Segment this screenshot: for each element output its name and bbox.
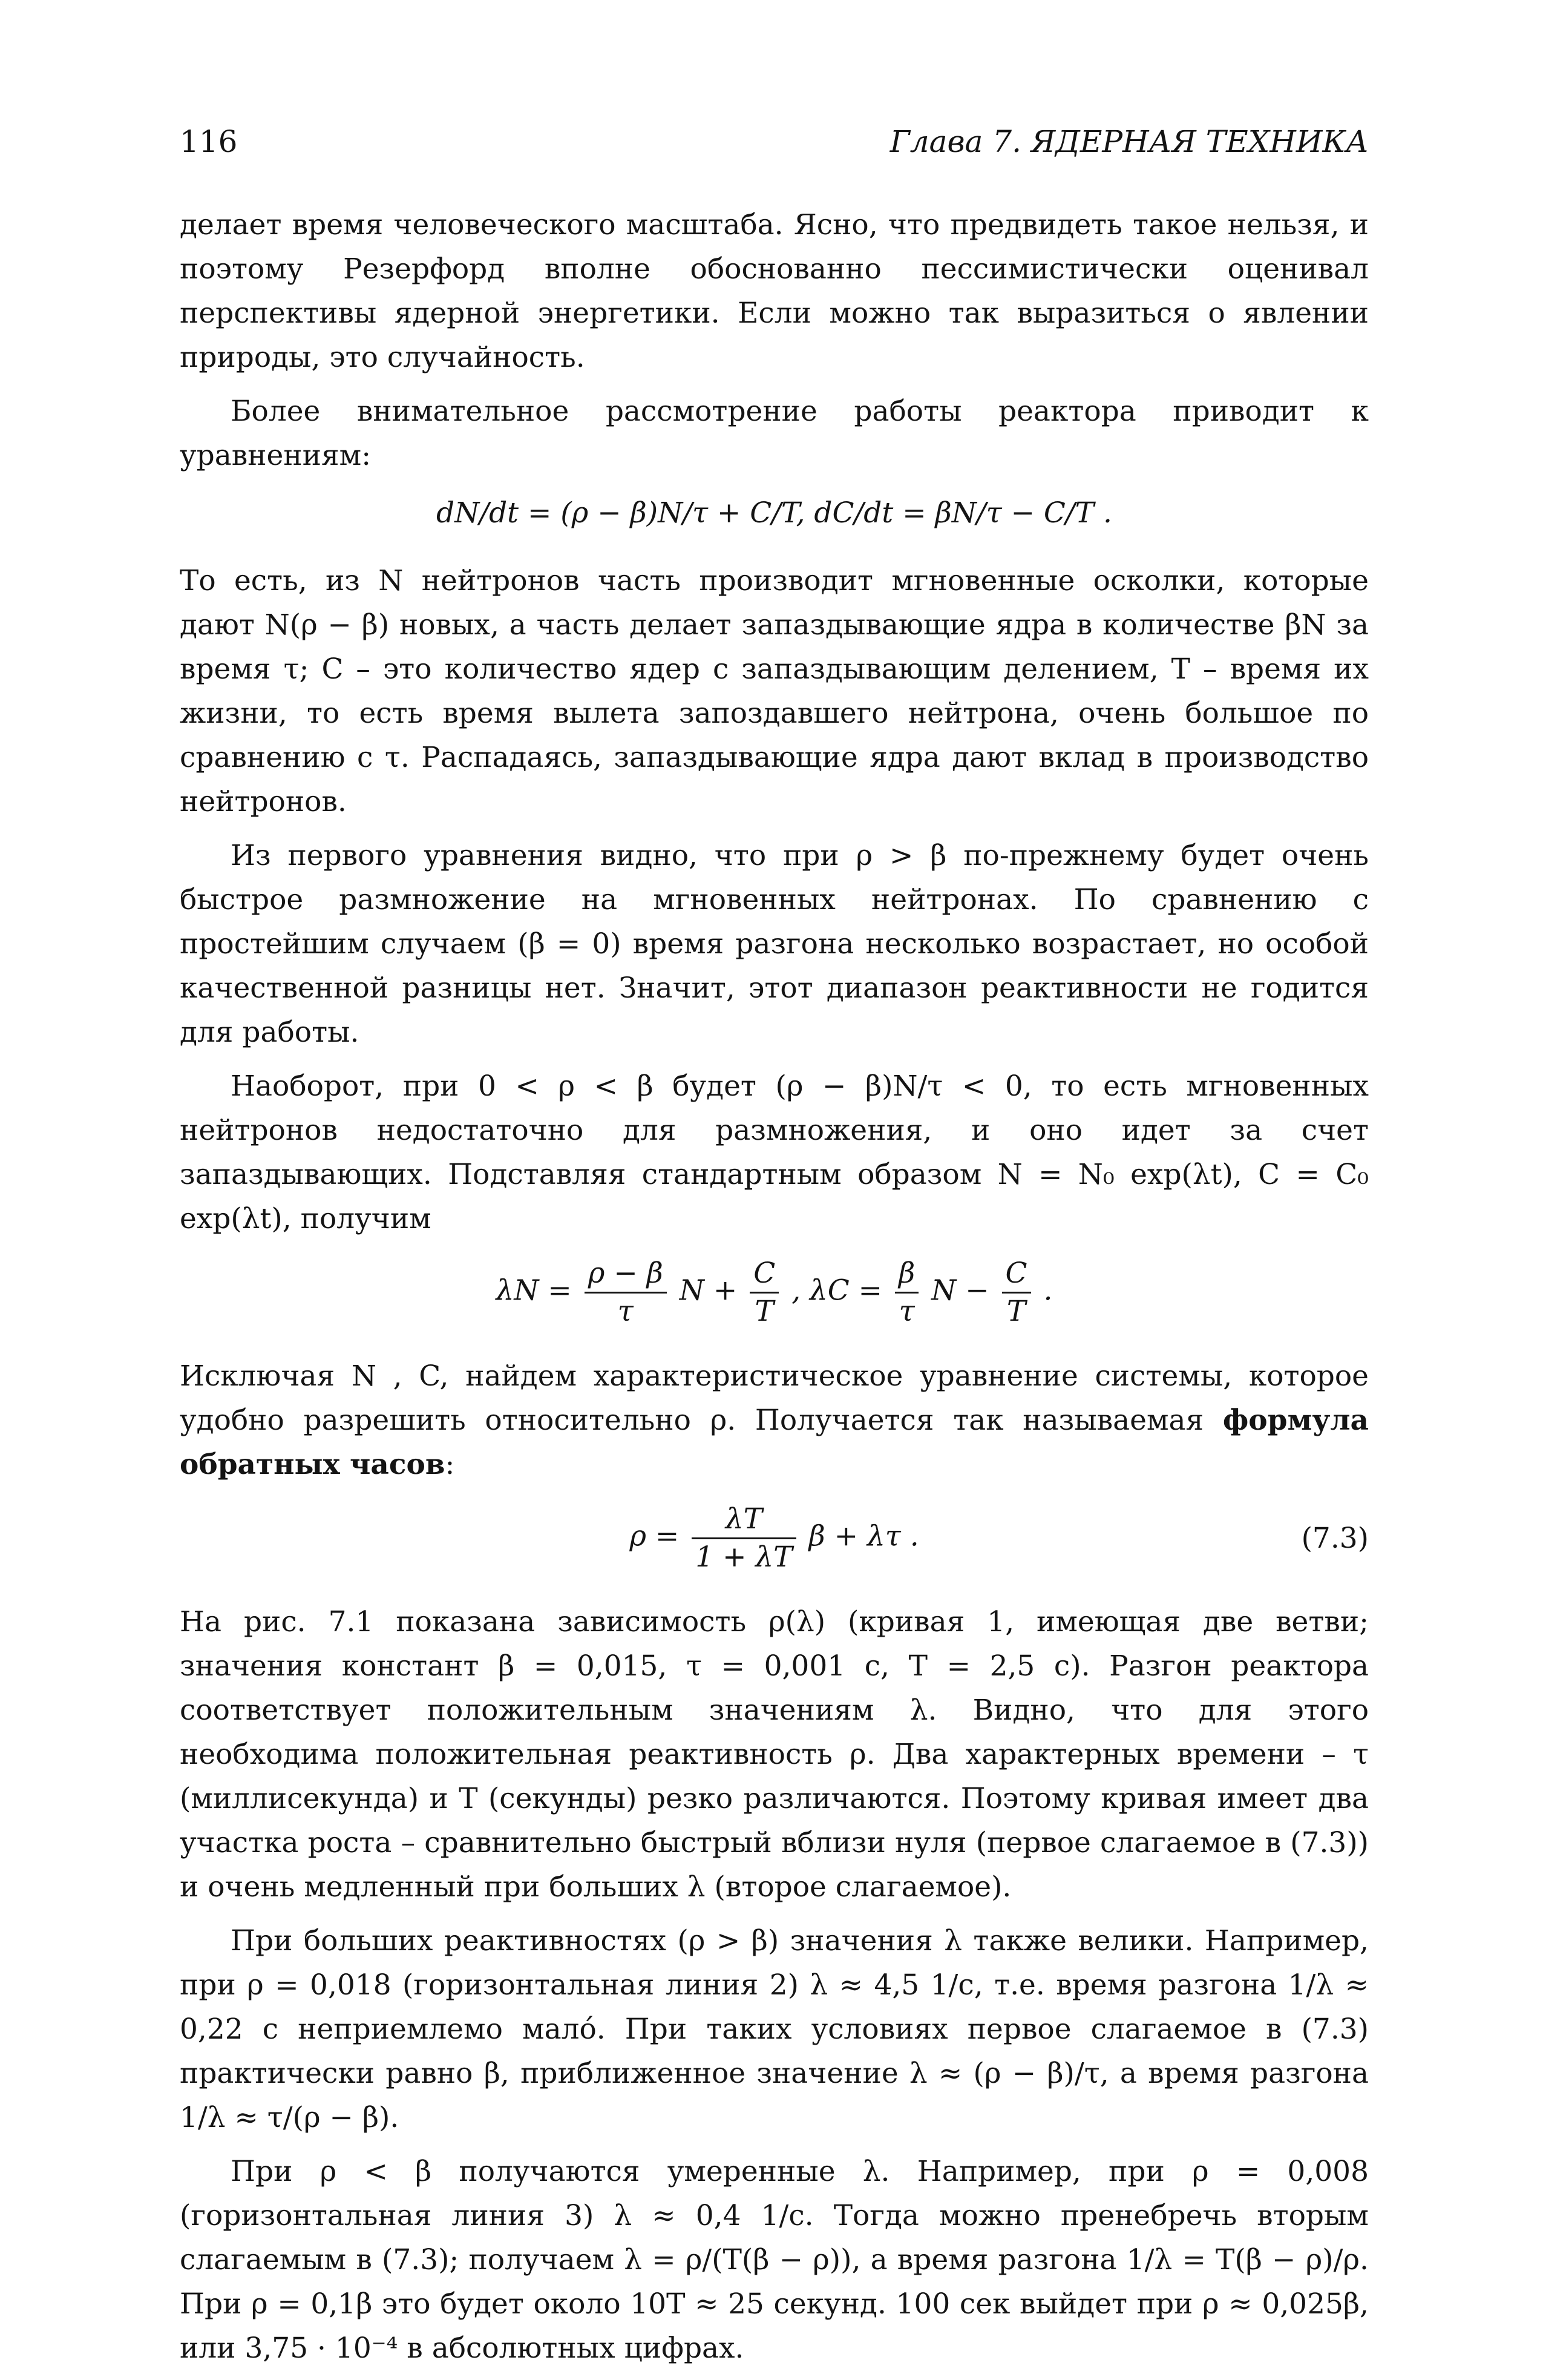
eq3-lhs: ρ = [629, 1519, 680, 1553]
eq2-end: . [1043, 1274, 1053, 1307]
eq2-f2-denominator: T [755, 1295, 774, 1328]
eq2-f1-numerator: ρ − β [585, 1255, 667, 1294]
eq2-mid-1: N + [679, 1274, 738, 1307]
running-title: Глава 7. ЯДЕРНАЯ ТЕХНИКА [889, 124, 1369, 159]
paragraph-2: Более внимательное рассмотрение работы реактора приводит к уравнениям: [180, 395, 1369, 472]
equation-number: (7.3) [1301, 1521, 1369, 1555]
eq2-f3-numerator: β [895, 1255, 919, 1294]
inverse-hour-formula-term: формула обратных часов [180, 1404, 1369, 1481]
eq2-separator: , λC = [791, 1274, 883, 1307]
page-header [180, 124, 1369, 166]
eq2-fraction-2 [750, 1255, 779, 1330]
paragraph-8: При больших реактивностях (ρ > β) значения λ также велики. Например, при ρ = 0,018 (горизонтальная линия 2) λ ≈ 4,5 1/с, т.е. время разгона 1/λ ≈ 0,22 с неприемлемо мало́. При таких условиях первое слагаемое в (7.3) практически равно β, приближенное значение λ ≈ (ρ − β)/τ, а время разгона 1/λ ≈ τ/(ρ − β). [180, 1924, 1369, 2134]
paragraph-7: На рис. 7.1 показана зависимость ρ(λ) (кривая 1, имеющая две ветви; значения констант β = 0,015, τ = 0,001 с, T = 2,5 с). Разгон реактора соответствует положительным значениям λ. Видно, что для этого необходима положительная реактивность ρ. Два характерных времени – τ (миллисекунда) и T (секунды) резко различаются. Поэтому кривая имеет два участка роста – сравнительно быстрый вблизи нуля (первое слагаемое в (7.3)) и очень медленный при больших λ (второе слагаемое). [180, 1605, 1369, 1904]
paragraph-4: Из первого уравнения видно, что при ρ > β по-прежнему будет очень быстрое размножение на мгновенных нейтронах. По сравнению с простейшим случаем (β = 0) время разгона несколько возрастает, но особой качественной разницы нет. Значит, этот диапазон реактивности не годится для работы. [180, 839, 1369, 1049]
eq2-fraction-3 [895, 1255, 919, 1330]
paragraph-6-start: Исключая N , C, найдем характеристическое уравнение системы, которое удобно разрешить относительно ρ. Получается так называемая [180, 1359, 1369, 1437]
paragraph-6-end: : [445, 1448, 455, 1481]
page-number: 116 [180, 124, 238, 159]
eq2-f1-denominator: τ [617, 1295, 634, 1328]
eq2-fraction-4 [1002, 1255, 1031, 1330]
equation-7-3 [180, 1501, 1369, 1576]
equation-substitution [180, 1255, 1369, 1330]
eq3-fraction [692, 1501, 796, 1576]
eq2-f2-numerator: C [750, 1255, 779, 1294]
eq2-f4-numerator: C [1002, 1255, 1031, 1294]
eq2-f4-denominator: T [1006, 1295, 1026, 1328]
paragraph-6 [180, 1354, 1369, 1487]
eq2-mid-2: N − [931, 1274, 989, 1307]
eq3-numerator: λT [692, 1501, 796, 1539]
paragraph-1: делает время человеческого масштаба. Ясно, что предвидеть такое нельзя, и поэтому Резерфорд вполне обоснованно пессимистически оценивал перспективы ядерной энергетики. Если можно так выразиться о явлении природы, это случайность. [180, 208, 1369, 374]
equation-kinetics: dN/dt = (ρ − β)N/τ + C/T, dC/dt = βN/τ − C/T . [436, 496, 1112, 530]
eq3-denominator: 1 + λT [695, 1540, 793, 1574]
eq2-f3-denominator: τ [899, 1295, 915, 1328]
eq2-lhs: λN = [496, 1274, 572, 1307]
eq3-rhs: β + λτ . [808, 1519, 919, 1553]
eq2-fraction-1 [585, 1255, 667, 1330]
paragraph-9: При ρ < β получаются умеренные λ. Например, при ρ = 0,008 (горизонтальная линия 3) λ ≈ 0,4 1/с. Тогда можно пренебречь вторым слагаемым в (7.3); получаем λ = ρ/(T(β − ρ)), а время разгона 1/λ = T(β − ρ)/ρ. При ρ = 0,1β это будет около 10T ≈ 25 секунд. 100 сек выйдет при ρ ≈ 0,025β, или 3,75 · 10⁻⁴ в абсолютных цифрах. [180, 2155, 1369, 2365]
body-text [180, 203, 1369, 2380]
paragraph-5: Наоборот, при 0 < ρ < β будет (ρ − β)N/τ < 0, то есть мгновенных нейтронов недостаточно для размножения, и оно идет за счет запаздывающих. Подставляя стандартным образом N = N₀ exp(λt), C = C₀ exp(λt), получим [180, 1070, 1369, 1235]
paragraph-3: То есть, из N нейтронов часть производит мгновенные осколки, которые дают N(ρ − β) новых, а часть делает запаздывающие ядра в количестве βN за время τ; C – это количество ядер с запаздывающим делением, T – время их жизни, то есть время вылета запоздавшего нейтрона, очень большое по сравнению с τ. Распадаясь, запаздывающие ядра дают вклад в производство нейтронов. [180, 564, 1369, 818]
